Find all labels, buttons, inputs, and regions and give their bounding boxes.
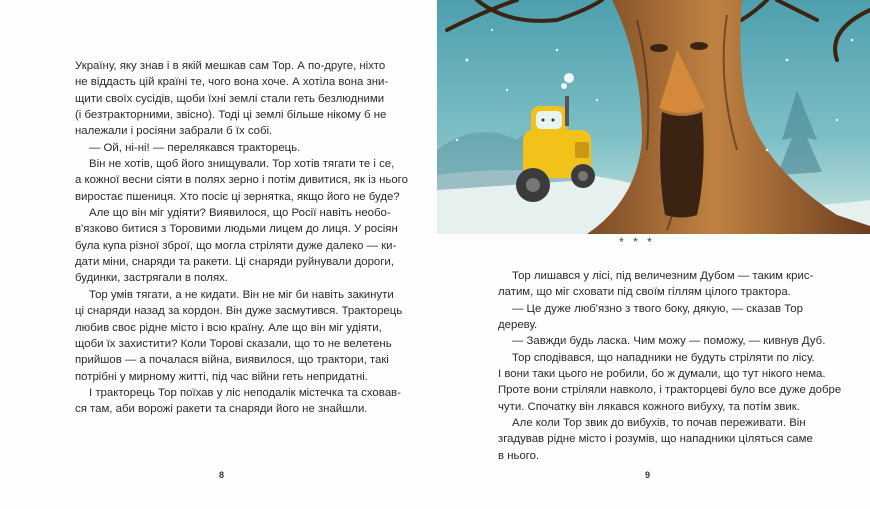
text-line: в'язково битися з Торовими людьми лицем до лиця. У росіян <box>75 223 398 236</box>
text-line: належали і росіяни забрали б їх собі. <box>75 125 273 138</box>
oak-eye-right <box>690 42 708 50</box>
text-line: (і безтракторними, звісно). Тоді ці землі більше нікому б не <box>75 109 387 122</box>
text-line: чути. Спочатку він лякався кожного вибуху, та потім звик. <box>498 400 800 413</box>
text-line: виростає пшениця. Хто посіє ці зернятка, якщо його не буде? <box>75 190 400 203</box>
text-line: любив своє рідне місто і всю країну. Але що він міг удіяти, <box>75 321 382 334</box>
text-line: Проте вони стріляли навколо, і тракторцеві було все дуже добре <box>498 384 842 397</box>
text-line: не віддасть цій країні те, чого вона хоче. А хотіла вона зни- <box>75 76 389 89</box>
illustration-svg <box>437 0 870 234</box>
text-line: потрібні у мирному житті, під час війни геть непридатні. <box>75 370 368 383</box>
oak-hollow <box>660 112 704 218</box>
text-line: — Завжди будь ласка. Чим можу — поможу, — кивнув Дуб. <box>512 335 826 348</box>
text-line: будинки, застрягали в полях. <box>75 272 228 285</box>
text-line: Україну, яку знав і в якій мешкав сам Тор. А по-друге, ніхто <box>75 60 386 72</box>
oak-tree-tractor-illustration <box>437 0 870 234</box>
text-line: щити своїх сусідів, щоби їхні землі стали геть безлюдними <box>75 92 385 105</box>
text-line: І тракторець Тор поїхав у ліс неподалік містечка та сховав- <box>89 386 401 399</box>
text-line: прийшов — а почалася війна, виявилося, що трактори, такі <box>75 354 389 367</box>
text-line: а кожної весни сіяти в полях зерно і потім дивитися, як із нього <box>75 174 408 187</box>
text-line: була купа різної зброї, що могла стріляти дуже далеко — ки- <box>75 239 397 252</box>
text-line: згадував рідне місто і розумів, що нападники цiляться саме <box>498 433 813 446</box>
text-line: — Це дуже люб'язно з твого боку, дякую, — сказав Тор <box>512 302 803 315</box>
text-line: щоби їх захистити? Коли Торові сказали, що то не велетень <box>75 337 392 350</box>
text-line: дати міни, снаряди та ракети. Ці снаряди руйнували дороги, <box>75 256 394 269</box>
page-number: 9 <box>645 470 651 480</box>
text-line: Але що він міг удіяти? Виявилося, що Росії навіть необо- <box>89 207 391 220</box>
text-line: в нього. <box>498 449 540 462</box>
text-line: дереву. <box>498 319 538 332</box>
text-line: Тор сподівався, що нападники не будуть стріляти по лісу. <box>512 351 815 364</box>
text-line: Але коли Тор звик до вибухів, то почав переживати. Він <box>512 417 806 430</box>
text-line: І вони таки цього не робили, бо ж думали, що тут нікого нема. <box>498 368 826 381</box>
text-line: — Ой, ні-ні! — перелякався тракторець. <box>89 141 301 154</box>
text-line: латим, що міг сховати під своїм гіллям цілого трактора. <box>498 286 791 299</box>
text-line: ці снаряди назад за кордон. Він дуже засмутився. Тракторець <box>75 305 403 318</box>
oak-eye-left <box>650 44 668 52</box>
text-line: Тор умів тягати, а не кидати. Він не міг би навіть закинути <box>89 288 394 301</box>
page-number: 8 <box>219 470 225 480</box>
text-line: Він не хотів, щоб його знищували. Тор хотів тягати те і се, <box>89 158 395 171</box>
text-line: ся там, аби ворожі ракети та снаряди його не знайшли. <box>75 403 368 416</box>
section-separator: * * * <box>619 235 655 249</box>
exhaust-smoke <box>564 73 574 83</box>
left-page-text <box>75 58 408 418</box>
right-page-text <box>498 268 842 464</box>
text-line: Тор лишався у лісі, під величезним Дубом — таким крис- <box>512 270 814 282</box>
